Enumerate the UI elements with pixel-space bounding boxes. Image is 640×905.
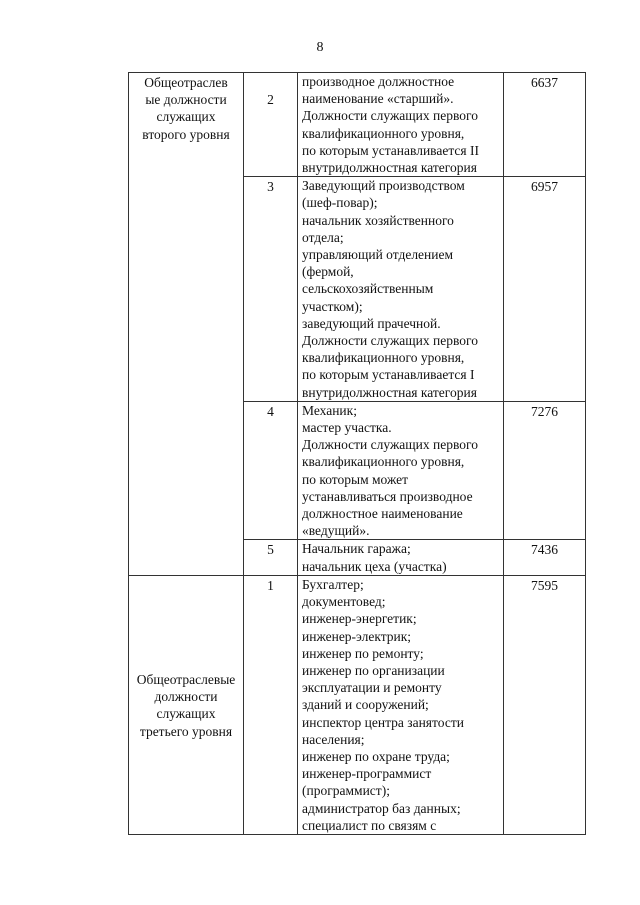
position-line: документовед; <box>302 594 386 610</box>
position-line: участком); <box>302 298 363 314</box>
position-line: квалификационного уровня, <box>302 350 465 366</box>
position-line: начальник хозяйственного <box>302 212 454 228</box>
position-line: мастер участка. <box>302 420 392 436</box>
position-line: (фермой, <box>302 264 354 280</box>
group-name-line: Общеотраслевые <box>136 672 236 687</box>
position-line: Заведующий производством <box>302 178 465 194</box>
position-line: Должности служащих первого <box>302 333 478 349</box>
table-row <box>129 575 586 834</box>
qualification-level-cell: 3 <box>244 177 298 402</box>
page-number: 8 <box>316 40 324 55</box>
position-line: начальник цеха (участка) <box>302 558 447 574</box>
position-line: инженер по ремонту; <box>302 645 424 661</box>
position-line: должностное наименование <box>302 506 463 522</box>
position-line: населения; <box>302 731 365 747</box>
group-name-line: служащих <box>156 706 216 722</box>
position-line: (шеф-повар); <box>302 195 378 211</box>
position-line: Бухгалтер; <box>302 576 364 592</box>
positions-cell <box>298 73 504 177</box>
position-line: квалификационного уровня, <box>302 125 465 141</box>
position-line: квалификационного уровня, <box>302 454 465 470</box>
position-line: специалист по связям с <box>302 817 437 833</box>
position-line: Механик; <box>302 402 357 418</box>
group-name-line: служащих <box>156 109 216 125</box>
position-line: эксплуатации и ремонту <box>302 680 442 696</box>
salary-cell: 6637 <box>504 73 586 177</box>
position-line: отдела; <box>302 229 344 245</box>
position-line: Должности служащих первого <box>302 437 478 453</box>
group-name-line: должности <box>154 689 218 705</box>
position-line: устанавливаться производное <box>302 488 473 504</box>
group-name-cell <box>129 73 244 576</box>
position-line: инженер-энергетик; <box>302 611 417 627</box>
salary-cell: 6957 <box>504 177 586 402</box>
position-line: внутридолжностная категория <box>302 384 477 400</box>
group-name-line: второго уровня <box>142 126 230 142</box>
position-line: инженер-программист <box>302 766 432 782</box>
positions-cell <box>298 401 504 540</box>
position-line: зданий и сооружений; <box>302 697 429 713</box>
position-line: «ведущий». <box>302 523 370 539</box>
position-line: администратор баз данных; <box>302 800 461 816</box>
position-line: наименование «старший». <box>302 91 454 107</box>
table-row <box>129 73 586 177</box>
qualification-level-cell: 2 <box>244 73 298 177</box>
position-line: внутридолжностная категория <box>302 160 477 176</box>
position-line: по которым устанавливается I <box>302 367 475 383</box>
qualification-level-cell: 4 <box>244 401 298 540</box>
qualification-level-cell: 5 <box>244 540 298 575</box>
position-line: Начальник гаража; <box>302 541 411 557</box>
position-line: сельскохозяйственным <box>302 281 434 297</box>
salary-table <box>128 72 586 835</box>
position-line: инженер-электрик; <box>302 628 412 644</box>
positions-cell <box>298 540 504 575</box>
salary-cell: 7436 <box>504 540 586 575</box>
position-line: по которым может <box>302 471 409 487</box>
qualification-level-cell: 1 <box>244 575 298 834</box>
group-name-cell <box>129 575 244 834</box>
position-line: Должности служащих первого <box>302 108 478 124</box>
positions-cell <box>298 177 504 402</box>
group-name-line: третьего уровня <box>139 723 233 739</box>
position-line: производное должностное <box>302 74 455 89</box>
salary-cell: 7595 <box>504 575 586 834</box>
position-line: по которым устанавливается II <box>302 142 479 158</box>
salary-cell: 7276 <box>504 401 586 540</box>
positions-cell <box>298 575 504 834</box>
position-line: инженер по организации <box>302 662 445 678</box>
position-line: заведующий прачечной. <box>302 315 441 331</box>
position-line: инженер по охране труда; <box>302 748 450 764</box>
position-line: инспектор центра занятости <box>302 714 464 730</box>
group-name-line: ые должности <box>145 92 227 108</box>
group-name-line: Общеотраслев <box>144 75 228 90</box>
position-line: управляющий отделением <box>302 247 454 263</box>
position-line: (программист); <box>302 783 390 799</box>
